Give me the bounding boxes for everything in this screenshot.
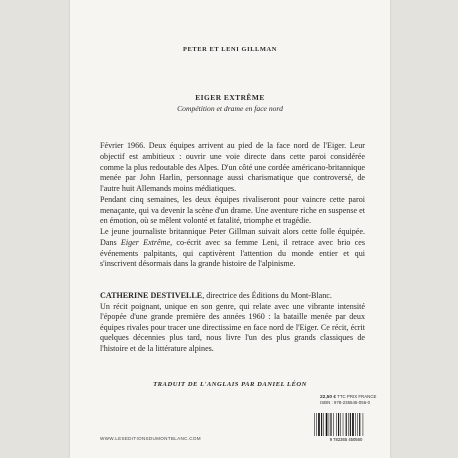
testimonial-quote: Un récit poignant, unique en son genre, qui relate avec une vibrante intensité l'épopée d'une grande première des années 1960 : la bataille menée par deux équipes rivales pour tracer une directissime en face nord de l'Eiger. Ce récit, écrit quelques décennies plus tard, nous livre l'un des plus grands classiques de l'histoire et de la littérature alpines.: [100, 301, 365, 353]
barcode-bar: [363, 413, 364, 436]
price: 22,50 €: [320, 395, 337, 400]
barcode-bar: [318, 413, 320, 436]
barcode-bar: [336, 413, 337, 436]
barcode-bar: [340, 413, 341, 436]
summary-paragraph: [100, 227, 365, 270]
price-block: [320, 394, 390, 405]
testimonial-role: , directrice des Éditions du Mont-Blanc.: [202, 291, 332, 300]
summary-text: Le jeune journaliste britannique Peter Gillman suivait alors cette folle équipée. Dans: [100, 227, 365, 247]
barcode-bar: [316, 413, 317, 436]
authors: PETER ET LENI GILLMAN: [183, 46, 277, 53]
barcode-bar: [348, 413, 349, 436]
testimonial-attribution: [100, 291, 365, 302]
summary: [100, 141, 365, 270]
barcode-bar: [321, 413, 322, 436]
barcode-bar: [314, 413, 315, 436]
barcode-bar: [352, 413, 354, 436]
testimonial: [100, 291, 365, 355]
barcode-number: 9 782365 450560: [329, 437, 363, 442]
barcode-bar: [355, 413, 356, 436]
isbn: ISBN : 978-236545-056-0: [320, 400, 371, 406]
barcode: [312, 412, 380, 442]
summary-paragraph: Pendant cinq semaines, les deux équipes rivaliseront pour vaincre cette paroi menaçante, qui va devenir la scène d'un drame. Une aventure riche en suspense et en émotion, où se mêlent volonté et fatalité, triomphe et tragédie.: [100, 194, 365, 226]
barcode-bar: [338, 413, 339, 436]
book-title: EIGER EXTRÊME: [195, 93, 265, 102]
barcode-bar: [330, 413, 331, 436]
barcode-bar: [343, 413, 344, 436]
book-back-cover: [70, 0, 390, 458]
barcode-bar: [329, 413, 330, 436]
barcode-bar: [359, 413, 360, 436]
publisher-website: WWW.LESEDITIONSDUMONTBLANC.COM: [100, 436, 201, 441]
barcode-bar: [323, 413, 324, 436]
barcode-bar: [350, 413, 351, 436]
barcode-bar: [326, 413, 328, 436]
barcode-bar: [333, 413, 334, 436]
barcode-bar: [346, 413, 347, 436]
barcode-bar: [357, 413, 358, 436]
book-title-inline: Eiger Extrême: [120, 237, 171, 247]
price-note: TTC PRIX FRANCE: [337, 394, 377, 399]
summary-text: , co-écrit avec sa femme Leni, il retrace avec brio ces événements palpitants, qui captivèrent l'attention du monde entier et qui s'inscrivent désormais dans la grande histoire de l'alpinisme.: [100, 237, 365, 269]
testimonial-author: CATHERINE DESTIVELLE: [100, 291, 203, 300]
summary-paragraph: Février 1966. Deux équipes arrivent au pied de la face nord de l'Eiger. Leur objectif est ambitieux : ouvrir une voie directe dans cette paroi considérée comme la plus redoutable des Alpes. D'un côté une cordée américano-britannique menée par John Harlin, personnage aussi charismatique que controversé, de l'autre huit Allemands moins médiatiques.: [100, 141, 365, 193]
translator-credit: TRADUIT DE L'ANGLAIS PAR DANIEL LÉON: [153, 381, 307, 388]
book-subtitle: Compétition et drame en face nord: [177, 104, 283, 113]
